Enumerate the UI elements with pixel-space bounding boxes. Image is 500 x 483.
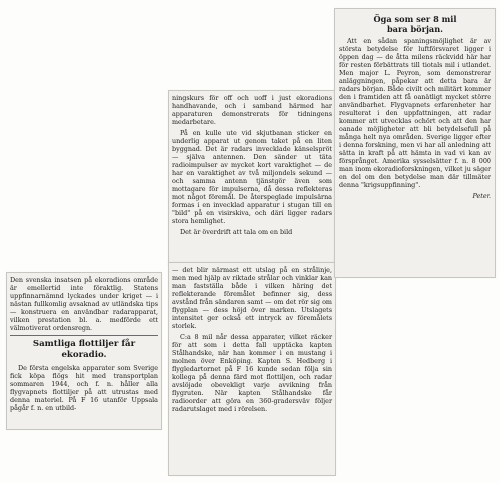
left-divider	[10, 335, 158, 336]
right-heading-line-1: Öga som ser 8 mil	[373, 14, 457, 24]
right-body-paragraph: Att en sådan spaningsmöjlighet är av största betydelse för luftförsvaret ligger i öppen dag — de åtta milens räckvidd här har för resten förbättrats till tiotals mil i utlandet. Men major L. Peyron, som demonstrerar anläggningen, påpekar att detta bara är radars början. Både civilt och militärt kommer den i framtiden att få oanätligt mycket större användbarhet. Flygvapnets erfarenheter har resulterat i den uppfattningen, att radar kommer att utvecklas ochört och att den har oanade möjligheter att bli betydelsefull på många helt nya områden. Sverige ligger efter i denna forskning, men vi har all anledning att sätta in kraft på att hämta in vad vi kan av försprånget. Amerika sysselsätter f. n. 8 000 man inom ekoradioforskningen, vilket ju säger en del om den betydelse man där tillmäter denna "krigsuppfinning".	[339, 37, 491, 189]
right-heading	[339, 14, 491, 34]
middle-paragraph-2: På en kulle ute vid skjutbanan sticker en underlig apparat ut genom taket på en liten byggnad. Det är radars invecklade känselspröt — själva antennen. Den sänder ut täta radioimpulser av mycket kort varaktighet — de har en varaktighet av två miljondels sekund — och samma antenn tjänstgör även som mottagare för impulserna, då dessa reflekteras mot något föremål. De återspeglade impulsärna formas i en invecklad apparatur i stugan till en "bild" på en visirskiva, och däri ligger radars stora hemlighet.	[172, 129, 332, 225]
middle-paragraph-3: Det är överdrift att tala om en bild	[180, 228, 293, 236]
right-signature: Peter.	[472, 192, 491, 200]
middle-upper-clipping	[168, 90, 336, 266]
middle-paragraph-5: C:a 8 mil når dessa apparater, vilket räcker för att som i detta fall upptäcka kapten Stålhandske, när han kommer i en mustang i molnen över Enköping. Kapten S. Hedberg i flygledartornet på F 16 kunde sedan följa sin kollega på denna färd mot flottiljen, och radar avslöjade obevekligt varje avvikning från flygruten. När kapten Stålhandske får radioorder att göra en 360-gradersväv följer radarutslaget med i rörelsen.	[172, 333, 332, 413]
middle-paragraph-1: ningskurs för off och uoff i just ekoradions handhavande, och i samband härmed har apparaturen demonstrerats för tidningens medarbetare.	[172, 94, 332, 126]
middle-paragraph-4: — det blir närmast ett utslag på en strålinje, men med hjälp av riktade strålar och vinklar kan man fastställa både i vilken häring det reflekterande föremålet befinner sig, dess avstånd från sändaren samt — om det rör sig om flygplan — dess höjd över marken. Utslagets intensitet ger också ett intryck av föremålets storlek.	[172, 266, 332, 330]
right-clipping	[334, 8, 496, 278]
left-heading: Samtliga flottiljer får ekoradio.	[32, 339, 136, 360]
left-clipping	[6, 272, 162, 430]
left-intro-paragraph: Den svenska insatsen på ekoradions område är emellertid inte föraktlig. Statens uppfinnarnämnd lyckades under kriget — i nästan fullkomlig avsaknad av utländska tips — konstruera en användbar radarapparat, vilken prestation bl. a. medförde ett välmotiverat ordensregn.	[10, 276, 158, 332]
left-body-paragraph: De första engelska apparater som Sverige fick köpa flögs hit med transportplan sommaren 1944, och f. n. håller alla flygvapnets flottiljer på att utrustas med denna materiel. På F 16 utanför Uppsala pågår f. n. en utbild-	[10, 364, 158, 412]
right-heading-line-2: bara början.	[386, 24, 444, 34]
middle-lower-clipping	[168, 262, 336, 476]
